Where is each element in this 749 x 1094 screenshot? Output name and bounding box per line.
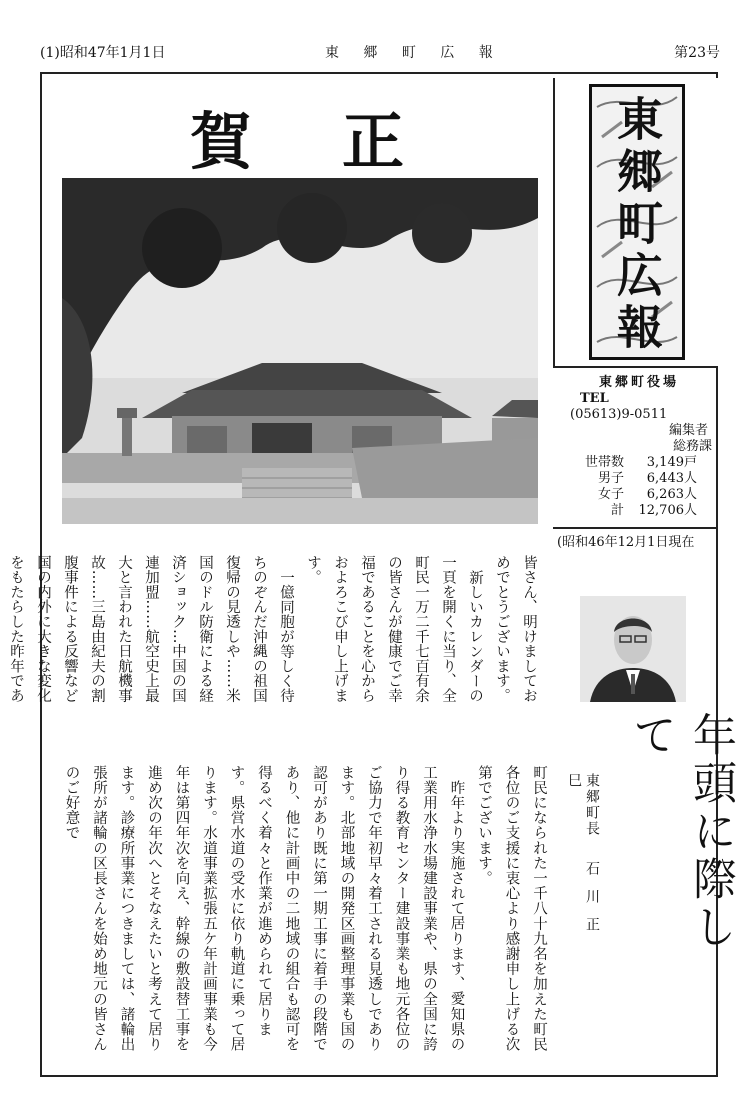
article-body-upper <box>8 555 542 715</box>
article-body-lower <box>58 765 552 1065</box>
stat-label: 計 <box>610 503 624 518</box>
tel-number-row <box>560 407 718 423</box>
masthead-block <box>553 78 718 368</box>
masthead-logo <box>589 84 685 360</box>
tel-row <box>560 391 718 407</box>
office-name: 東郷町役場 <box>598 375 679 390</box>
stats-as-of: (昭和46年12月1日現在 <box>553 527 718 552</box>
editor-label: 編集者 <box>668 423 708 438</box>
stat-female <box>560 487 718 503</box>
mayor-portrait <box>580 596 686 702</box>
editor-dept: 総務課 <box>672 439 712 454</box>
stat-unit: 人 <box>684 503 698 518</box>
tel-label: TEL <box>580 391 609 406</box>
issue-number: 第23号 <box>674 45 720 61</box>
shrine-illustration <box>62 178 538 524</box>
author-byline <box>565 773 601 973</box>
stat-value: 6,443 <box>646 471 684 486</box>
stat-value: 12,706 <box>638 503 684 518</box>
page-header <box>40 42 720 62</box>
portrait-icon <box>580 596 686 702</box>
paragraph: 一億同胞が等しく待ちのぞんだ沖縄の祖国復帰の見透しや……米国のドル防衛による経済ショック…中国の国連加盟……航空史上最大と言われた日航機事故……三島由紀夫の割腹事件による反響など国の内外に大きな変化をもたらした昨年であ <box>8 555 294 703</box>
stat-label: 男子 <box>597 471 624 486</box>
author-name: 石川正巳 <box>566 773 600 946</box>
paragraph: 皆さん、明けましておめでとうございます。 <box>494 555 537 703</box>
paragraph: 町民になられた一千八十九名を加えた町民各位のご支援に衷心より感謝申し上げる次第でございます。 <box>476 765 547 1052</box>
office-info <box>560 375 718 519</box>
stat-value: 6,263 <box>646 487 684 502</box>
page-title: 賀正 <box>190 105 495 178</box>
stat-unit: 戸 <box>684 455 698 470</box>
stat-unit: 人 <box>684 487 698 502</box>
stat-label: 女子 <box>597 487 624 502</box>
paragraph: 昨年より実施されて居ります、愛知県の工業用水浄水場建設事業や、県の全国に誇り得る教育センター建設事業も地元各位のご協力で年初早々着工される見透しであります。北部地域の開発区画整理事業も国の認可があり既に第一期工事に着手の段階であり、他に計画中の二地域の組合も認可を得るべく着々と作業が進められて居ります。県営水道の受水に依り軌道に乗って居ります。水道事業拡張五ケ年計画事業も今年は第四年次を向え、幹線の敷設替工事を進め次の年次へとそなえたいと考えて居ります。診療所事業につきましては、諸輪出張所が諸輪の区長さんを始め地元の皆さんのご好意で <box>63 765 465 1052</box>
stat-male <box>560 471 718 487</box>
paper-name: 東 郷 町 広 報 <box>325 45 503 61</box>
masthead-title: 東郷町広報 <box>610 95 664 355</box>
tel-number: (05613)9-0511 <box>570 407 668 422</box>
stat-value: 3,149 <box>646 455 684 470</box>
issue-date: (1)昭和47年1月1日 <box>40 45 166 61</box>
paragraph: 新しいカレンダーの一頁を開くに当り、全町民一万二千七百有余の皆さんが健康でご幸福であることを心からおよろこび申し上げます。 <box>305 555 483 703</box>
stat-households <box>560 455 718 471</box>
stat-total <box>560 503 718 519</box>
author-title: 東郷町長 <box>584 773 600 837</box>
stat-label: 世帯数 <box>584 455 624 470</box>
shrine-photo <box>62 178 538 524</box>
article-heading: 年頭に際して <box>625 712 736 952</box>
stat-unit: 人 <box>684 471 698 486</box>
